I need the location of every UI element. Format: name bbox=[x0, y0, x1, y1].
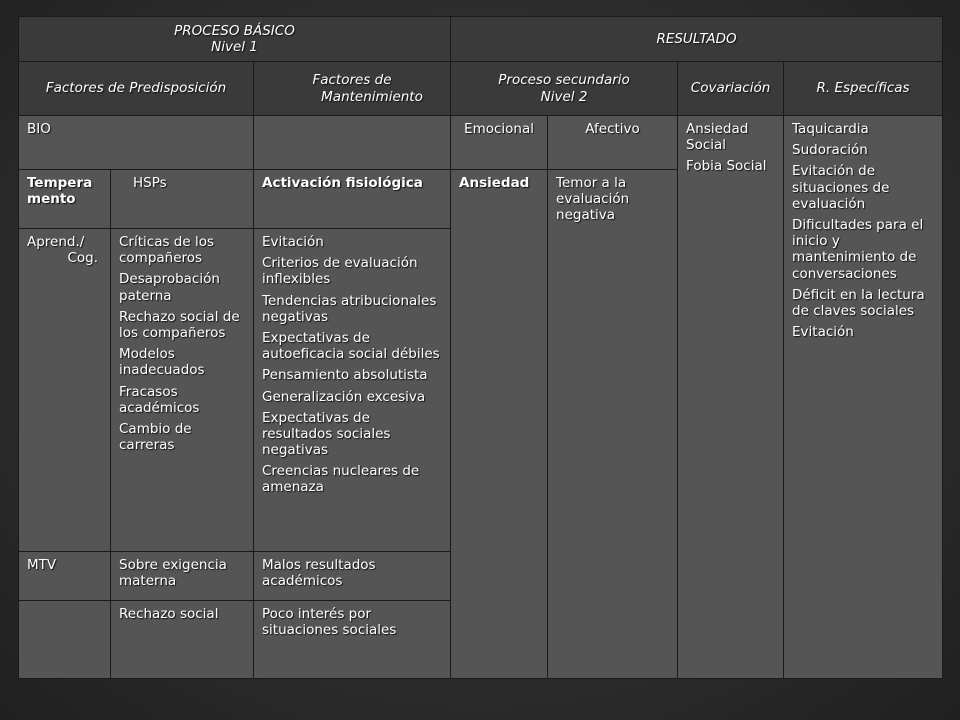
especificas-item: Déficit en la lectura de claves sociales bbox=[792, 286, 925, 319]
mantenimiento-line2: Mantenimiento bbox=[321, 88, 423, 105]
last-mantenimiento: Poco interés por situaciones sociales bbox=[254, 601, 451, 679]
temor-cell: Temor a la evaluación negativa bbox=[548, 170, 678, 679]
covariacion-cell bbox=[678, 116, 784, 679]
mtv-mantenimiento: Malos resultados académicos bbox=[254, 552, 451, 601]
aprend-pred-item: Críticas de los compañeros bbox=[119, 234, 215, 267]
subheader-mantenimiento bbox=[254, 62, 451, 116]
nivel2-label: Nivel 2 bbox=[540, 88, 588, 105]
bio-label: BIO bbox=[19, 116, 254, 170]
mtv-predisposicion: Sobre exigencia materna bbox=[111, 552, 254, 601]
aprend-label-a: Aprend./ bbox=[27, 234, 85, 250]
proceso-basico-title: PROCESO BÁSICO bbox=[174, 22, 295, 39]
especificas-cell bbox=[784, 116, 943, 679]
subheader-proceso-secundario bbox=[451, 62, 678, 116]
aprend-mant-item: Evitación bbox=[262, 234, 324, 250]
aprend-mant-item: Tendencias atribucionales negativas bbox=[262, 292, 437, 325]
bio-empty bbox=[254, 116, 451, 170]
aprend-mantenimiento bbox=[254, 229, 451, 552]
aprend-cog-label bbox=[19, 229, 111, 552]
aprend-mant-item: Generalización excesiva bbox=[262, 388, 426, 405]
subheader-predisposicion: Factores de Predisposición bbox=[19, 62, 254, 116]
covariacion-item: Fobia Social bbox=[686, 158, 767, 175]
main-table bbox=[18, 16, 943, 679]
activacion-fisiologica: Activación fisiológica bbox=[254, 170, 451, 229]
aprend-mant-item: Expectativas de resultados sociales negativas bbox=[262, 409, 391, 459]
aprend-pred-item: Fracasos académicos bbox=[119, 383, 200, 416]
aprend-mant-item: Pensamiento absolutista bbox=[262, 367, 428, 384]
header-resultado: RESULTADO bbox=[451, 17, 943, 62]
temperamento-label-b: mento bbox=[27, 191, 76, 208]
especificas-item: Taquicardia bbox=[792, 121, 869, 137]
aprend-label-b: Cog. bbox=[67, 250, 98, 267]
last-empty bbox=[19, 601, 111, 679]
header-proceso-basico bbox=[19, 17, 451, 62]
hsps-label: HSPs bbox=[111, 170, 254, 229]
aprend-mant-item: Creencias nucleares de amenaza bbox=[262, 463, 420, 496]
especificas-item: Sudoración bbox=[792, 142, 868, 159]
aprend-mant-item: Expectativas de autoeficacia social débiles bbox=[262, 329, 440, 363]
covariacion-item: Ansiedad Social bbox=[686, 121, 749, 154]
proceso-secundario-title: Proceso secundario bbox=[498, 72, 630, 89]
aprend-predisposicion bbox=[111, 229, 254, 552]
emocional-label: Emocional bbox=[451, 116, 548, 170]
subheader-covariacion: Covariación bbox=[678, 62, 784, 116]
mtv-label: MTV bbox=[19, 552, 111, 601]
especificas-item: Dificultades para el inicio y mantenimiento de conversaciones bbox=[792, 216, 924, 282]
temperamento-label-a: Tempera bbox=[27, 175, 93, 191]
aprend-pred-item: Cambio de carreras bbox=[119, 420, 192, 454]
afectivo-label: Afectivo bbox=[548, 116, 678, 170]
mantenimiento-line1: Factores de bbox=[312, 72, 392, 89]
temperamento-label bbox=[19, 170, 111, 229]
last-predisposicion: Rechazo social bbox=[111, 601, 254, 679]
subheader-especificas: R. Específicas bbox=[784, 62, 943, 116]
aprend-pred-item: Desaprobación paterna bbox=[119, 271, 220, 304]
ansiedad-cell: Ansiedad bbox=[451, 170, 548, 679]
especificas-item: Evitación de situaciones de evaluación bbox=[792, 163, 890, 212]
aprend-pred-item: Modelos inadecuados bbox=[119, 346, 205, 379]
nivel1-label: Nivel 1 bbox=[211, 39, 258, 55]
aprend-mant-item: Criterios de evaluación inflexibles bbox=[262, 255, 418, 288]
especificas-item: Evitación bbox=[792, 324, 854, 341]
aprend-pred-item: Rechazo social de los compañeros bbox=[119, 308, 240, 341]
